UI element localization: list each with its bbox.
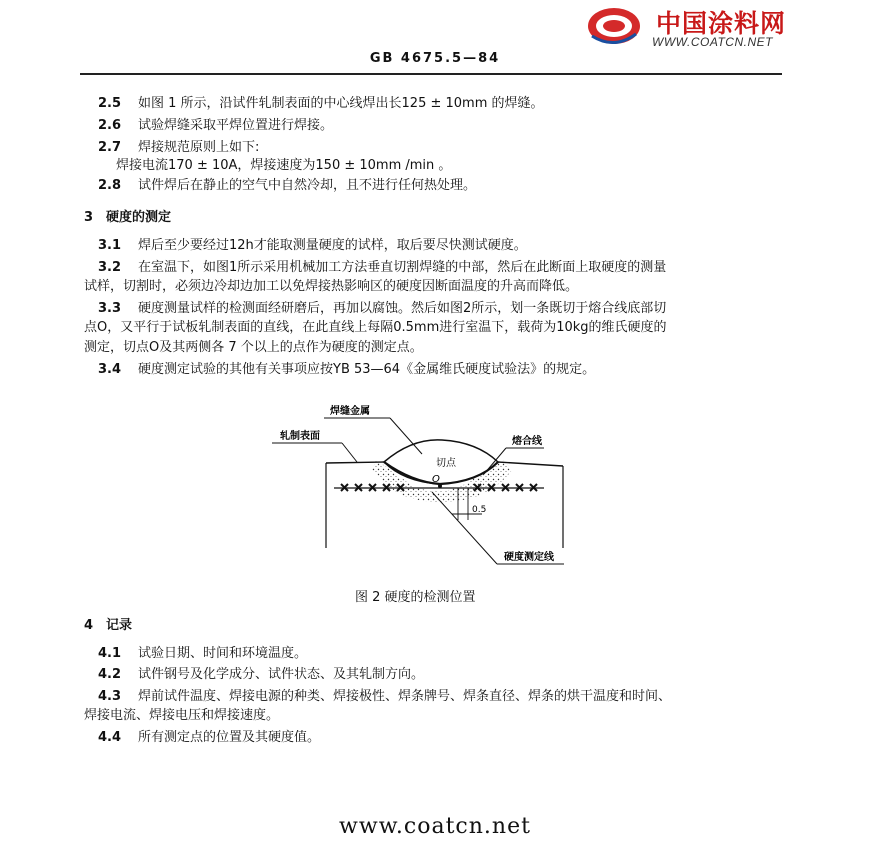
clause-text: 试验焊缝采取平焊位置进行焊接。: [138, 118, 334, 133]
label-spacing: 0.5: [472, 505, 487, 515]
label-rolled-surface: 轧制表面: [280, 431, 320, 442]
clause-4-4: [98, 729, 320, 746]
coatcn-logo: [586, 2, 866, 54]
label-weld-metal: 焊缝金属: [330, 406, 370, 417]
figure-caption: 图 2 硬度的检测位置: [355, 590, 476, 605]
clause-3-3-cont1: [84, 319, 667, 336]
clause-2-8: [98, 177, 476, 194]
clause-text: 硬度测定试验的其他有关事项应按YB 53—64《金属维氏硬度试验法》的规定。: [138, 362, 596, 377]
site-url: WWW.COATCN.NET: [652, 35, 773, 49]
welding-spec-line: [116, 157, 451, 174]
clause-3-3-cont2: [84, 339, 423, 356]
clause-number: 2.5: [98, 96, 122, 111]
clause-number: 4.1: [98, 646, 122, 661]
clause-3-3: [98, 300, 666, 317]
clause-text: 测定，切点O及其两侧各 7 个以上的点作为硬度的测定点。: [84, 340, 423, 355]
clause-3-1: [98, 237, 527, 254]
clause-number: 4.4: [98, 730, 122, 745]
clause-3-2-cont: [84, 278, 578, 295]
clause-number: 2.6: [98, 118, 122, 133]
clause-2-6: [98, 117, 333, 134]
section-number: 4: [84, 618, 94, 633]
clause-number: 2.8: [98, 178, 122, 193]
section-number: 3: [84, 210, 94, 225]
clause-text: 如图 1 所示，沿试件轧制表面的中心线焊出长125 ± 10mm 的焊缝。: [138, 96, 544, 111]
clause-3-2: [98, 259, 666, 276]
section-4-heading: [84, 617, 132, 634]
clause-2-7: [98, 139, 259, 156]
clause-4-3-cont: [84, 707, 279, 724]
clause-text: 焊后至少要经过12h才能取测量硬度的试样，取后要尽快测试硬度。: [138, 238, 527, 253]
standard-code: GB 4675.5—84: [369, 51, 501, 66]
figure-hardness-location: [272, 398, 602, 578]
clause-3-4: [98, 361, 595, 378]
coatcn-seal-icon: [586, 6, 642, 46]
footer-url: www.coatcn.net: [339, 814, 531, 839]
clause-number: 4.2: [98, 667, 122, 682]
label-hardness-line: 硬度测定线: [504, 552, 554, 563]
clause-number: 3.3: [98, 301, 122, 316]
hardness-line-leader: [432, 492, 497, 564]
section-title: 硬度的测定: [106, 210, 172, 225]
clause-number: 4.3: [98, 689, 122, 704]
clause-4-1: [98, 645, 307, 662]
clause-4-3: [98, 688, 671, 705]
clause-text: 在室温下，如图1所示采用机械加工方法垂直切割焊缝的中部，然后在此断面上取硬度的测量: [138, 260, 667, 275]
clause-text: 试样，切割时，必须边冷却边加工以免焊接热影响区的硬度因断面温度的升高而降低。: [84, 279, 579, 294]
rolled-surface-leader: [342, 443, 357, 462]
label-fusion-line: 熔合线: [512, 436, 542, 447]
clause-text: 试件焊后在静止的空气中自然冷却，且不进行任何热处理。: [138, 178, 477, 193]
site-name: 中国涂料网: [656, 9, 787, 38]
figure-diagram: [272, 398, 602, 578]
clause-number: 3.4: [98, 362, 122, 377]
clause-text: 硬度测量试样的检测面经研磨后，再加以腐蚀。然后如图2所示，划一条既切于熔合线底部切: [138, 301, 667, 316]
section-title: 记录: [106, 618, 133, 633]
clause-text: 试验日期、时间和环境温度。: [138, 646, 308, 661]
clause-text: 所有测定点的位置及其硬度值。: [138, 730, 321, 745]
clause-number: 2.7: [98, 140, 122, 155]
clause-text: 试件钢号及化学成分、试件状态、及其轧制方向。: [138, 667, 425, 682]
clause-4-2: [98, 666, 424, 683]
clause-text: 焊接电流、焊接电压和焊接速度。: [84, 708, 280, 723]
label-tangent-point: 切点: [436, 458, 456, 469]
clause-2-5: [98, 95, 544, 112]
clause-text: 点O，又平行于试板轧制表面的直线，在此直线上每隔0.5mm进行室温下，载荷为10kg的维氏硬度的: [84, 320, 667, 335]
clause-number: 3.2: [98, 260, 122, 275]
clause-number: 3.1: [98, 238, 122, 253]
header-rule: [80, 73, 782, 75]
label-point-o: O: [432, 474, 440, 485]
clause-text: 焊前试件温度、焊接电源的种类、焊接极性、焊条牌号、焊条直径、焊条的烘干温度和时间、: [138, 689, 672, 704]
clause-text: 焊接电流170 ± 10A，焊接速度为150 ± 10mm /min 。: [116, 158, 452, 173]
section-3-heading: [84, 209, 171, 226]
clause-text: 焊接规范原则上如下:: [138, 140, 260, 155]
